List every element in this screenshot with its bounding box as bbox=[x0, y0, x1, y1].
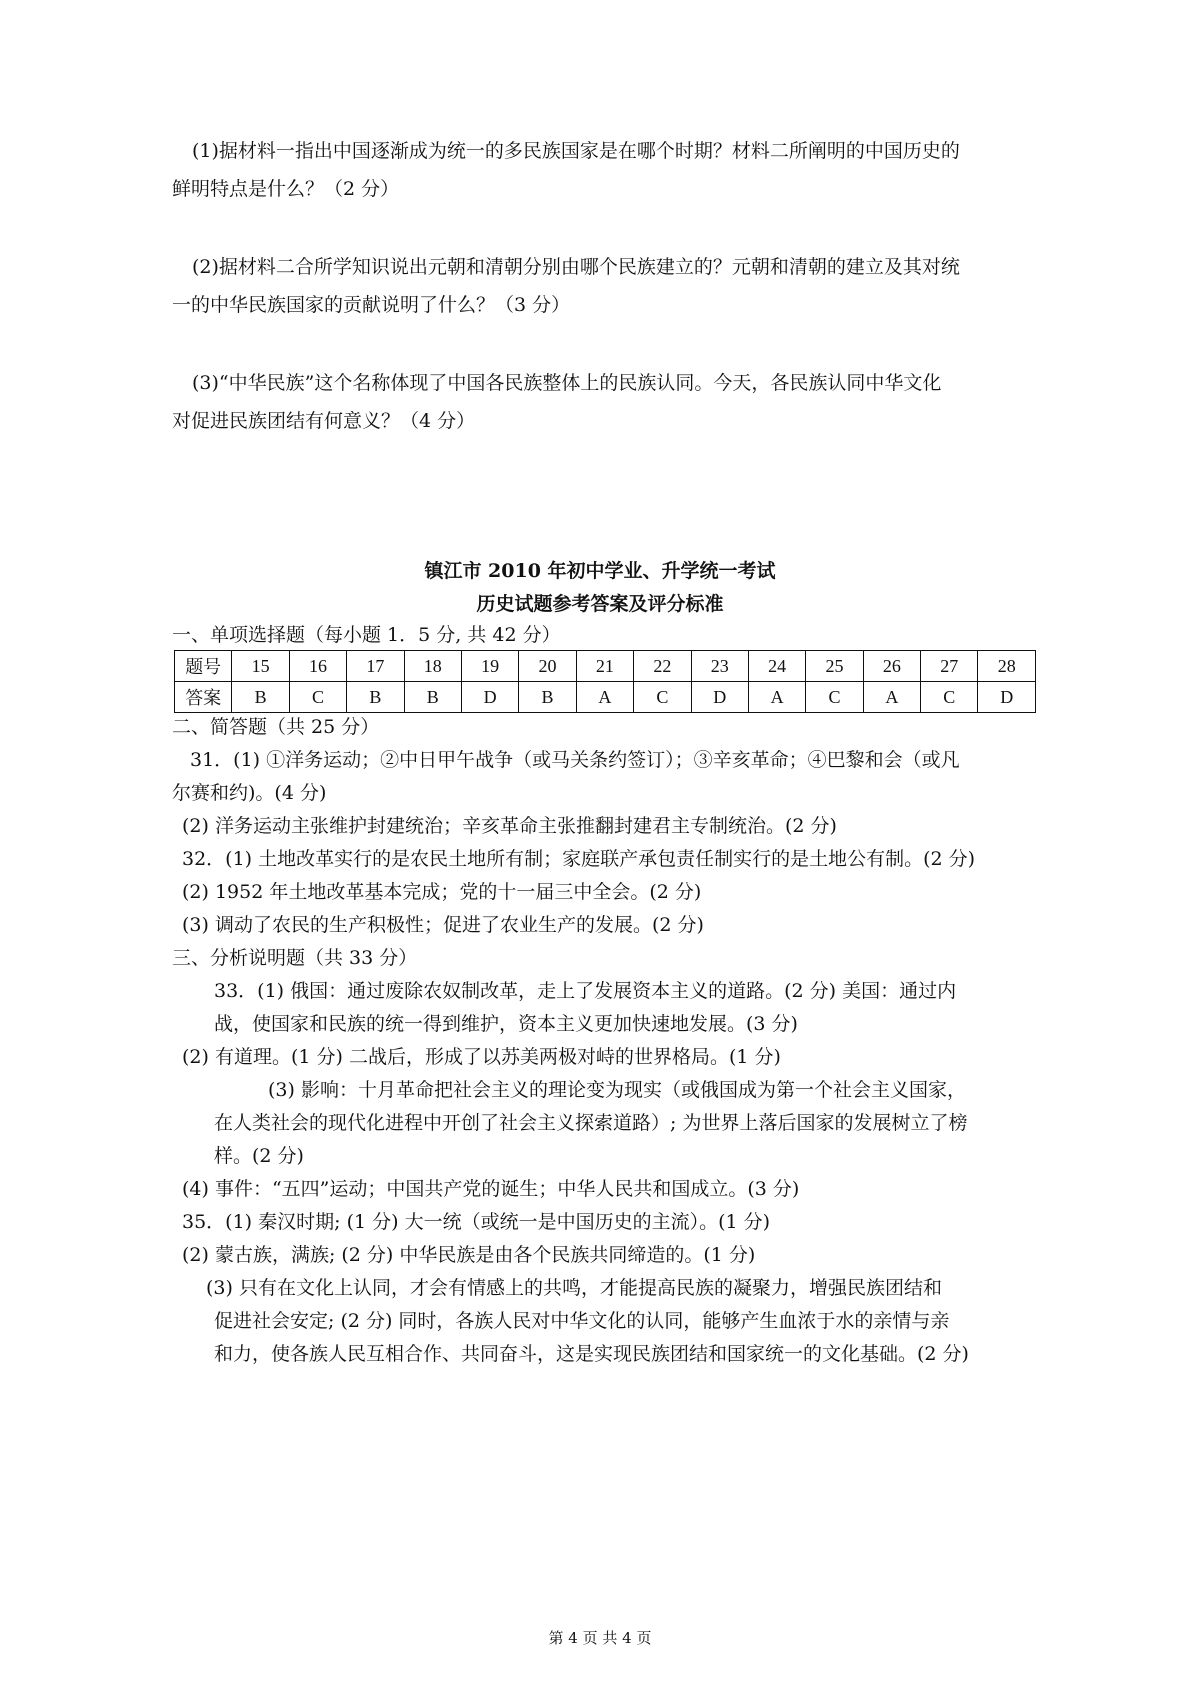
table-cell: 28 bbox=[978, 651, 1036, 682]
table-cell: 21 bbox=[576, 651, 633, 682]
table-cell: 18 bbox=[404, 651, 461, 682]
table-cell: C bbox=[289, 682, 346, 713]
answer-table bbox=[174, 650, 1036, 713]
table-cell: 24 bbox=[748, 651, 805, 682]
table-cell: D bbox=[691, 682, 748, 713]
answer-line: 35．(1) 秦汉时期; (1 分) 大一统（或统一是中国历史的主流）。(1 分) bbox=[182, 1211, 771, 1233]
table-cell: 26 bbox=[863, 651, 920, 682]
table-cell: 15 bbox=[232, 651, 289, 682]
question-3-line-1: (3)“中华民族”这个名称体现了中国各民族整体上的民族认同。今天，各民族认同中华文化 bbox=[192, 372, 942, 394]
section-heading-multiple-choice: 一、单项选择题（每小题 1．5 分, 共 42 分） bbox=[172, 624, 561, 646]
table-cell: 23 bbox=[691, 651, 748, 682]
answer-line: 促进社会安定; (2 分) 同时，各族人民对中华文化的认同，能够产生血浓于水的亲情与亲 bbox=[214, 1310, 950, 1332]
table-cell: A bbox=[576, 682, 633, 713]
table-cell: B bbox=[232, 682, 289, 713]
question-3-line-2: 对促进民族团结有何意义？（4 分） bbox=[172, 410, 476, 432]
table-cell: C bbox=[634, 682, 691, 713]
answer-line: 样。(2 分) bbox=[214, 1145, 304, 1167]
answer-line: (2) 有道理。(1 分) 二战后，形成了以苏美两极对峙的世界格局。(1 分) bbox=[182, 1046, 781, 1068]
table-cell: B bbox=[404, 682, 461, 713]
table-cell: 17 bbox=[347, 651, 404, 682]
table-header-cell: 题号 bbox=[175, 651, 232, 682]
table-cell: A bbox=[863, 682, 920, 713]
answer-line: (2) 1952 年土地改革基本完成；党的十一届三中全会。(2 分) bbox=[182, 881, 702, 903]
table-cell: B bbox=[347, 682, 404, 713]
answer-line: 战，使国家和民族的统一得到维护，资本主义更加快速地发展。(3 分) bbox=[214, 1013, 798, 1035]
table-cell: 27 bbox=[921, 651, 978, 682]
answer-key-title: 镇江市 2010 年初中学业、升学统一考试 bbox=[424, 560, 776, 582]
answer-line: (2) 洋务运动主张维护封建统治；辛亥革命主张推翻封建君主专制统治。(2 分) bbox=[182, 815, 837, 837]
table-cell: 25 bbox=[806, 651, 863, 682]
answer-line: (3) 只有在文化上认同，才会有情感上的共鸣，才能提高民族的凝聚力，增强民族团结和 bbox=[206, 1277, 942, 1299]
table-row-numbers bbox=[175, 651, 1036, 682]
table-cell: D bbox=[978, 682, 1036, 713]
table-cell: B bbox=[519, 682, 576, 713]
answer-line: 32．(1) 土地改革实行的是农民土地所有制；家庭联产承包责任制实行的是土地公有制。(2 分) bbox=[182, 848, 976, 870]
table-cell: C bbox=[921, 682, 978, 713]
answer-line: 在人类社会的现代化进程中开创了社会主义探索道路）; 为世界上落后国家的发展树立了榜 bbox=[214, 1112, 968, 1134]
question-1-line-1: (1)据材料一指出中国逐渐成为统一的多民族国家是在哪个时期？材料二所阐明的中国历史的 bbox=[192, 140, 960, 162]
table-cell: 19 bbox=[461, 651, 518, 682]
question-2-line-1: (2)据材料二合所学知识说出元朝和清朝分别由哪个民族建立的？元朝和清朝的建立及其对统 bbox=[192, 256, 960, 278]
answer-line: 和力，使各族人民互相合作、共同奋斗，这是实现民族团结和国家统一的文化基础。(2 分) bbox=[214, 1343, 969, 1365]
table-header-cell: 答案 bbox=[175, 682, 232, 713]
answer-line: (3) 调动了农民的生产积极性；促进了农业生产的发展。(2 分) bbox=[182, 914, 704, 936]
question-1-line-2: 鲜明特点是什么？（2 分） bbox=[172, 178, 400, 200]
section-heading-short-answer: 二、简答题（共 25 分） bbox=[172, 716, 380, 738]
table-cell: 20 bbox=[519, 651, 576, 682]
answer-line: (3) 影响：十月革命把社会主义的理论变为现实（或俄国成为第一个社会主义国家， bbox=[268, 1079, 966, 1101]
question-2-line-2: 一的中华民族国家的贡献说明了什么？（3 分） bbox=[172, 294, 571, 316]
answer-key-subtitle: 历史试题参考答案及评分标准 bbox=[476, 593, 724, 615]
table-cell: D bbox=[461, 682, 518, 713]
table-row-answers bbox=[175, 682, 1036, 713]
answer-line: 尔赛和约)。(4 分) bbox=[172, 782, 327, 804]
page-footer: 第 4 页 共 4 页 bbox=[548, 1629, 652, 1647]
table-cell: 22 bbox=[634, 651, 691, 682]
answer-line: (4) 事件：“五四”运动；中国共产党的诞生；中华人民共和国成立。(3 分) bbox=[182, 1178, 800, 1200]
answer-line: (2) 蒙古族，满族; (2 分) 中华民族是由各个民族共同缔造的。(1 分) bbox=[182, 1244, 756, 1266]
section-heading-analysis: 三、分析说明题（共 33 分） bbox=[172, 947, 418, 969]
answer-line: 31．(1) ①洋务运动；②中日甲午战争（或马关条约签订）；③辛亥革命；④巴黎和会（或凡 bbox=[190, 749, 960, 771]
table-cell: 16 bbox=[289, 651, 346, 682]
table-cell: A bbox=[748, 682, 805, 713]
answer-line: 33．(1) 俄国：通过废除农奴制改革，走上了发展资本主义的道路。(2 分) 美国：通过内 bbox=[214, 980, 957, 1002]
table-cell: C bbox=[806, 682, 863, 713]
